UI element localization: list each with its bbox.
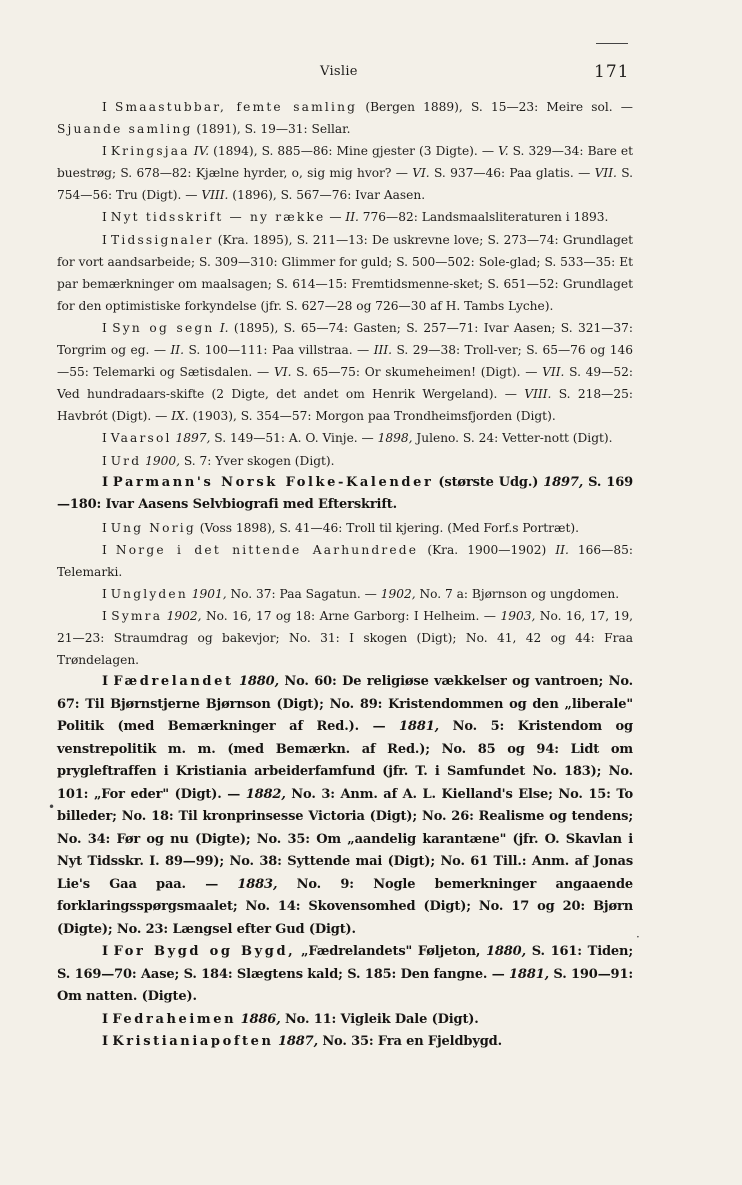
entry-text: (1895), S. 65—74: Gasten; S. 257—71: Ivar Aasen; S. 321—37: Torgrim og eg. —	[57, 320, 634, 358]
volume-or-year: II.	[555, 542, 569, 557]
entry-text: I	[102, 100, 115, 114]
bibliography-entry	[57, 317, 633, 427]
volume-or-year: 1880,	[486, 944, 526, 960]
volume-or-year: 1903,	[500, 608, 536, 623]
volume-or-year: 1900,	[145, 453, 180, 468]
top-rule	[596, 43, 628, 44]
entry-text: 166—85: Telemarki.	[57, 542, 633, 579]
volume-or-year: VIII.	[201, 188, 229, 203]
publication-title: Nyt tidsskrift — ny række	[110, 210, 326, 225]
entry-text: I	[102, 1034, 113, 1050]
publication-title: Kringsjaa	[110, 144, 190, 159]
volume-or-year: III.	[373, 343, 393, 358]
entry-text: No. 7 a: Bjørnson og ungdomen.	[415, 586, 620, 601]
bibliography-entry	[57, 427, 633, 449]
volume-or-year: IX.	[171, 409, 189, 424]
publication-title: Sjuande samling	[57, 122, 193, 137]
publication-title: Ung Norig	[110, 520, 196, 535]
volume-or-year: 1886,	[240, 1011, 281, 1027]
entry-text: I	[102, 320, 113, 335]
entry-text: No. 60: De religiøse vækkelser og vantroen; No. 67: Til Bjørnstjerne Bjørnson (Digt); No. 89: Kristendommen og den „liberale" Politik (med Bemærkninger af Red.). —	[57, 674, 633, 735]
entry-text: I	[102, 144, 111, 159]
entry-text: No. 37: Paa Sagatun. —	[226, 586, 381, 601]
bibliography-entry	[57, 472, 633, 517]
publication-title: Fædrelandet	[113, 674, 234, 690]
volume-or-year: 1881,	[399, 719, 439, 735]
volume-or-year: 1898,	[377, 431, 413, 446]
entry-text: I	[102, 944, 114, 960]
bibliography-entry	[57, 96, 633, 140]
entry-text: (1891), S. 19—31: Sellar.	[192, 122, 351, 137]
entry-text: I	[102, 474, 113, 490]
volume-or-year: 1882,	[245, 786, 286, 802]
entry-text: S. 754—56: Tru (Digt). —	[57, 166, 633, 203]
entry-text: No. 3: Anm. af A. L. Kielland's Else; No. 15: To billeder; No. 18: Til kronprinsesse Victoria (Digt); No. 26: Realisme og tendens; No. 34: Før og nu (Digte); No. 35: Om „aandelig karantæne" (jfr. O. Skavlan i Nyt Tidsskr. I. 89—99); No. 38: Syttende mai (Digt); No. 61 Till.: Anm. af Jonas Lie's Gaa paa. —	[57, 786, 633, 892]
entry-text: No. 16, 17 og 18: Arne Garborg: I Helheim. —	[201, 608, 501, 623]
page-number: 171	[594, 62, 630, 82]
bibliography-entry	[57, 941, 633, 1009]
margin-mark: ·	[636, 930, 640, 944]
publication-title: Urd	[110, 453, 142, 468]
entry-text: S. 7: Yver skogen (Digt).	[179, 453, 335, 468]
bibliography-entry	[57, 450, 633, 472]
publication-title: Syn og segn	[112, 320, 215, 335]
entry-text: S. 329—34: Bare et buestrøg; S. 678—82: Kjælne hyrder, o, sig mig hvor? —	[57, 144, 633, 181]
entry-text: S. 100—111: Paa villstraa. —	[184, 343, 374, 358]
entry-text: (Kra. 1900—1902)	[418, 542, 556, 557]
volume-or-year: IV.	[193, 144, 210, 159]
entry-text: (Voss 1898), S. 41—46: Troll til kjering. (Med Forf.s Portræt).	[195, 520, 579, 535]
entry-text: S. 29—38: Troll-ver; S. 65—76 og 146—55: Telemarki og Sætisdalen. —	[57, 343, 633, 380]
entry-text: (1896), S. 567—76: Ivar Aasen.	[228, 188, 426, 203]
volume-or-year: 1897,	[543, 474, 584, 490]
volume-or-year: 1881,	[509, 966, 549, 982]
bibliography-entry	[57, 517, 633, 539]
entry-text: S. 161: Tiden; S. 169—70: Aase; S. 184: Slægtens kald; S. 185: Den fangne. —	[57, 944, 633, 982]
entry-text: No. 11: Vigleik Dale (Digt).	[280, 1011, 479, 1027]
volume-or-year: 1887,	[277, 1034, 318, 1050]
entry-text: I	[102, 431, 111, 446]
volume-or-year: VII.	[594, 166, 617, 181]
entry-text: I	[102, 520, 111, 535]
bibliography-entry	[57, 140, 633, 206]
publication-title: For Bygd og Bygd,	[113, 944, 296, 960]
margin-mark: •	[48, 800, 56, 814]
volume-or-year: V.	[498, 144, 509, 159]
entry-text: S. 190—91: Om natten. (Digte).	[57, 966, 633, 1005]
bibliography-entry	[57, 671, 633, 941]
bibliography-entry	[57, 1009, 633, 1032]
entry-text: I	[102, 453, 111, 468]
bibliography-entry	[57, 229, 633, 317]
entry-text: I	[102, 608, 112, 623]
bibliography-body	[57, 96, 633, 1054]
entry-text: I	[102, 542, 116, 557]
entry-text: I	[102, 210, 111, 225]
volume-or-year: 1902,	[380, 586, 416, 601]
entry-text: (Kra. 1895), S. 211—13: De uskrevne love; S. 273—74: Grundlaget for vort aandsarbeide; S. 309—310: Glimmer for guld; S. 500—502: Sole-glad; S. 533—35: Et par bemærkninger om maalsagen; S. 614—15: Fremtidsmenne-sket; S. 651—52: Grundlaget for den optimistiske forkyndelse (jfr. S. 627—28 og 726—30 af H. Tambs Lyche).	[57, 232, 633, 313]
entry-text: No. 9: Nogle bemerkninger angaaende forklaringsspørgsmaalet; No. 14: Skovensomhed (Digt); No. 17 og 20: Bjørn (Digte); No. 23: Længsel efter Gud (Digt).	[57, 876, 633, 937]
volume-or-year: II.	[170, 343, 184, 358]
entry-text: No. 16, 17, 19, 21—23: Straumdrag og bakevjor; No. 31: I skogen (Digt); No. 41, 42 og 44: Fraa Trøndelagen.	[57, 608, 633, 668]
entry-text: S. 169—180: Ivar Aasens Selvbiografi med Efterskrift.	[57, 474, 633, 513]
volume-or-year: I.	[219, 320, 229, 335]
entry-text: S. 49—52: Ved hundradaars-skifte (2 Digte, det andet om Henrik Wergeland). —	[57, 365, 633, 402]
publication-title: Parmann's Norsk Folke-Kalender	[112, 474, 434, 490]
volume-or-year: 1902,	[166, 608, 202, 623]
volume-or-year: II.	[345, 210, 359, 225]
entry-text: (1903), S. 354—57: Morgon paa Trondheimsfjorden (Digt).	[188, 409, 556, 424]
volume-or-year: VI.	[273, 365, 292, 380]
running-head: Vislie	[320, 64, 358, 79]
entry-text: I	[102, 586, 111, 601]
bibliography-entry	[57, 539, 633, 583]
entry-text: —	[325, 210, 346, 225]
publication-title: Tidssignaler	[111, 232, 214, 247]
volume-or-year: 1901,	[191, 586, 227, 601]
entry-text: 776—82: Landsmaalsliteraturen i 1893.	[358, 210, 609, 225]
entry-text: „Fædrelandets" Føljeton,	[295, 944, 486, 960]
publication-title: Kristianiapoften	[112, 1034, 274, 1050]
entry-text: I	[102, 674, 114, 690]
publication-title: Symra	[111, 608, 163, 623]
publication-title: Norge i det nittende Aarhundrede	[115, 542, 419, 557]
entry-text: (1894), S. 885—86: Mine gjester (3 Digte). —	[209, 144, 499, 159]
volume-or-year: VI.	[412, 166, 430, 181]
publication-title: Unglyden	[110, 586, 188, 601]
bibliography-entry	[57, 1031, 633, 1054]
entry-text: No. 5: Kristendom og venstrepolitik m. m. (med Bemærkn. af Red.); No. 85 og 94: Lidt om prygleftraffen i Kristiania arbeiderfamfund (jfr. T. i Samfundet No. 183); No. 101: „For eder" (Digt). —	[57, 719, 633, 802]
bibliography-entry	[57, 605, 633, 671]
volume-or-year: 1883,	[237, 876, 278, 892]
entry-text: S. 937—46: Paa glatis. —	[429, 166, 595, 181]
volume-or-year: 1897,	[175, 431, 211, 446]
entry-text: No. 35: Fra en Fjeldbygd.	[317, 1034, 503, 1050]
entry-text: Juleno. S. 24: Vetter-nott (Digt).	[412, 431, 613, 446]
entry-text: (største Udg.)	[433, 474, 544, 490]
entry-text: (Bergen 1889), S. 15—23: Meire sol. —	[357, 100, 633, 114]
volume-or-year: VII.	[542, 365, 565, 380]
publication-title: Fedraheimen	[112, 1011, 237, 1027]
bibliography-entry	[57, 206, 633, 228]
publication-title: Vaarsol	[110, 431, 172, 446]
publication-title: Smaastubbar, femte samling	[115, 100, 358, 114]
entry-text: I	[102, 232, 112, 247]
entry-text: S. 149—51: A. O. Vinje. —	[210, 431, 378, 446]
entry-text: I	[102, 1011, 113, 1027]
entry-text: S. 218—25: Havbrót (Digt). —	[57, 387, 633, 424]
volume-or-year: 1880,	[239, 674, 279, 690]
entry-text: S. 65—75: Or skumeheimen! (Digt). —	[291, 365, 543, 380]
bibliography-entry	[57, 583, 633, 605]
volume-or-year: VIII.	[524, 387, 552, 402]
